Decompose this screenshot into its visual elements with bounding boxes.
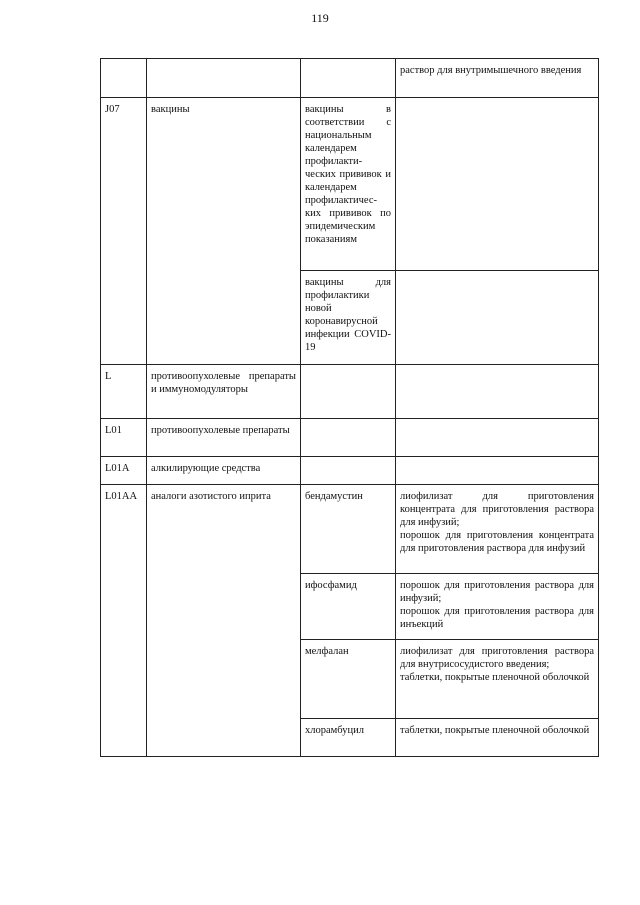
table-row: [101, 365, 599, 419]
forms-cell: [396, 457, 599, 485]
group-name: алкилирующие средства: [151, 463, 261, 474]
table-row: [101, 98, 599, 271]
drug-cell: [301, 719, 396, 757]
group-cell: [147, 419, 301, 457]
group-cell: [147, 485, 301, 757]
group-cell: [147, 59, 301, 98]
drug-name: вакцины в соответствии с национальным календарем профилакти-ческих прививок и календарем профилактичес-ких прививок по эпидемическим показаниям: [305, 104, 391, 245]
drug-cell: [301, 59, 396, 98]
drug-cell: [301, 457, 396, 485]
group-name: противоопухолевые препараты и иммуномодуляторы: [151, 371, 296, 395]
drug-name: вакцины для профилактики новой коронавирусной инфекции COVID-19: [305, 277, 391, 353]
atc-code: L01: [105, 425, 122, 436]
group-name: аналоги азотистого иприта: [151, 491, 271, 502]
drug-name: ифосфамид: [305, 580, 357, 591]
dosage-form: лиофилизат для приготовления концентрата для приготовления раствора для инфузий;: [400, 491, 594, 528]
forms-cell: [396, 59, 599, 98]
atc-code: J07: [105, 104, 120, 115]
atc-code-cell: [101, 419, 147, 457]
dosage-form: лиофилизат для приготовления раствора для внутрисосудистого введения;: [400, 646, 594, 670]
group-name: противоопухолевые препараты: [151, 425, 290, 436]
drug-cell: [301, 365, 396, 419]
group-name: вакцины: [151, 104, 190, 115]
drug-cell: [301, 574, 396, 640]
atc-code-cell: [101, 98, 147, 365]
forms-cell: [396, 365, 599, 419]
drug-cell: [301, 640, 396, 719]
atc-code: L01AA: [105, 491, 138, 502]
forms-cell: [396, 98, 599, 271]
drug-cell: [301, 419, 396, 457]
atc-code: L01A: [105, 463, 130, 474]
atc-code-cell: [101, 485, 147, 757]
forms-cell: [396, 574, 599, 640]
drug-name: хлорамбуцил: [305, 725, 364, 736]
forms-cell: [396, 485, 599, 574]
drug-cell: [301, 98, 396, 271]
group-cell: [147, 457, 301, 485]
drug-table: [100, 58, 599, 757]
atc-code-cell: [101, 457, 147, 485]
dosage-form: таблетки, покрытые пленочной оболочкой: [400, 672, 590, 683]
drug-cell: [301, 271, 396, 365]
forms-cell: [396, 419, 599, 457]
dosage-form: раствор для внутримышечного введения: [400, 65, 582, 76]
table-row: [101, 457, 599, 485]
atc-code-cell: [101, 365, 147, 419]
dosage-form: порошок для приготовления концентрата для приготовления раствора для инфузий: [400, 530, 594, 554]
forms-cell: [396, 719, 599, 757]
drug-name: мелфалан: [305, 646, 349, 657]
atc-code-cell: [101, 59, 147, 98]
page-number: 119: [311, 11, 329, 25]
dosage-form: порошок для приготовления раствора для инъекций: [400, 606, 594, 630]
table-row: [101, 485, 599, 574]
drug-name: бендамустин: [305, 491, 363, 502]
dosage-form: порошок для приготовления раствора для инфузий;: [400, 580, 594, 604]
group-cell: [147, 365, 301, 419]
table-row: [101, 419, 599, 457]
table-row: [101, 59, 599, 98]
atc-code: L: [105, 371, 112, 382]
dosage-form: таблетки, покрытые пленочной оболочкой: [400, 725, 590, 736]
drug-cell: [301, 485, 396, 574]
forms-cell: [396, 271, 599, 365]
forms-cell: [396, 640, 599, 719]
group-cell: [147, 98, 301, 365]
